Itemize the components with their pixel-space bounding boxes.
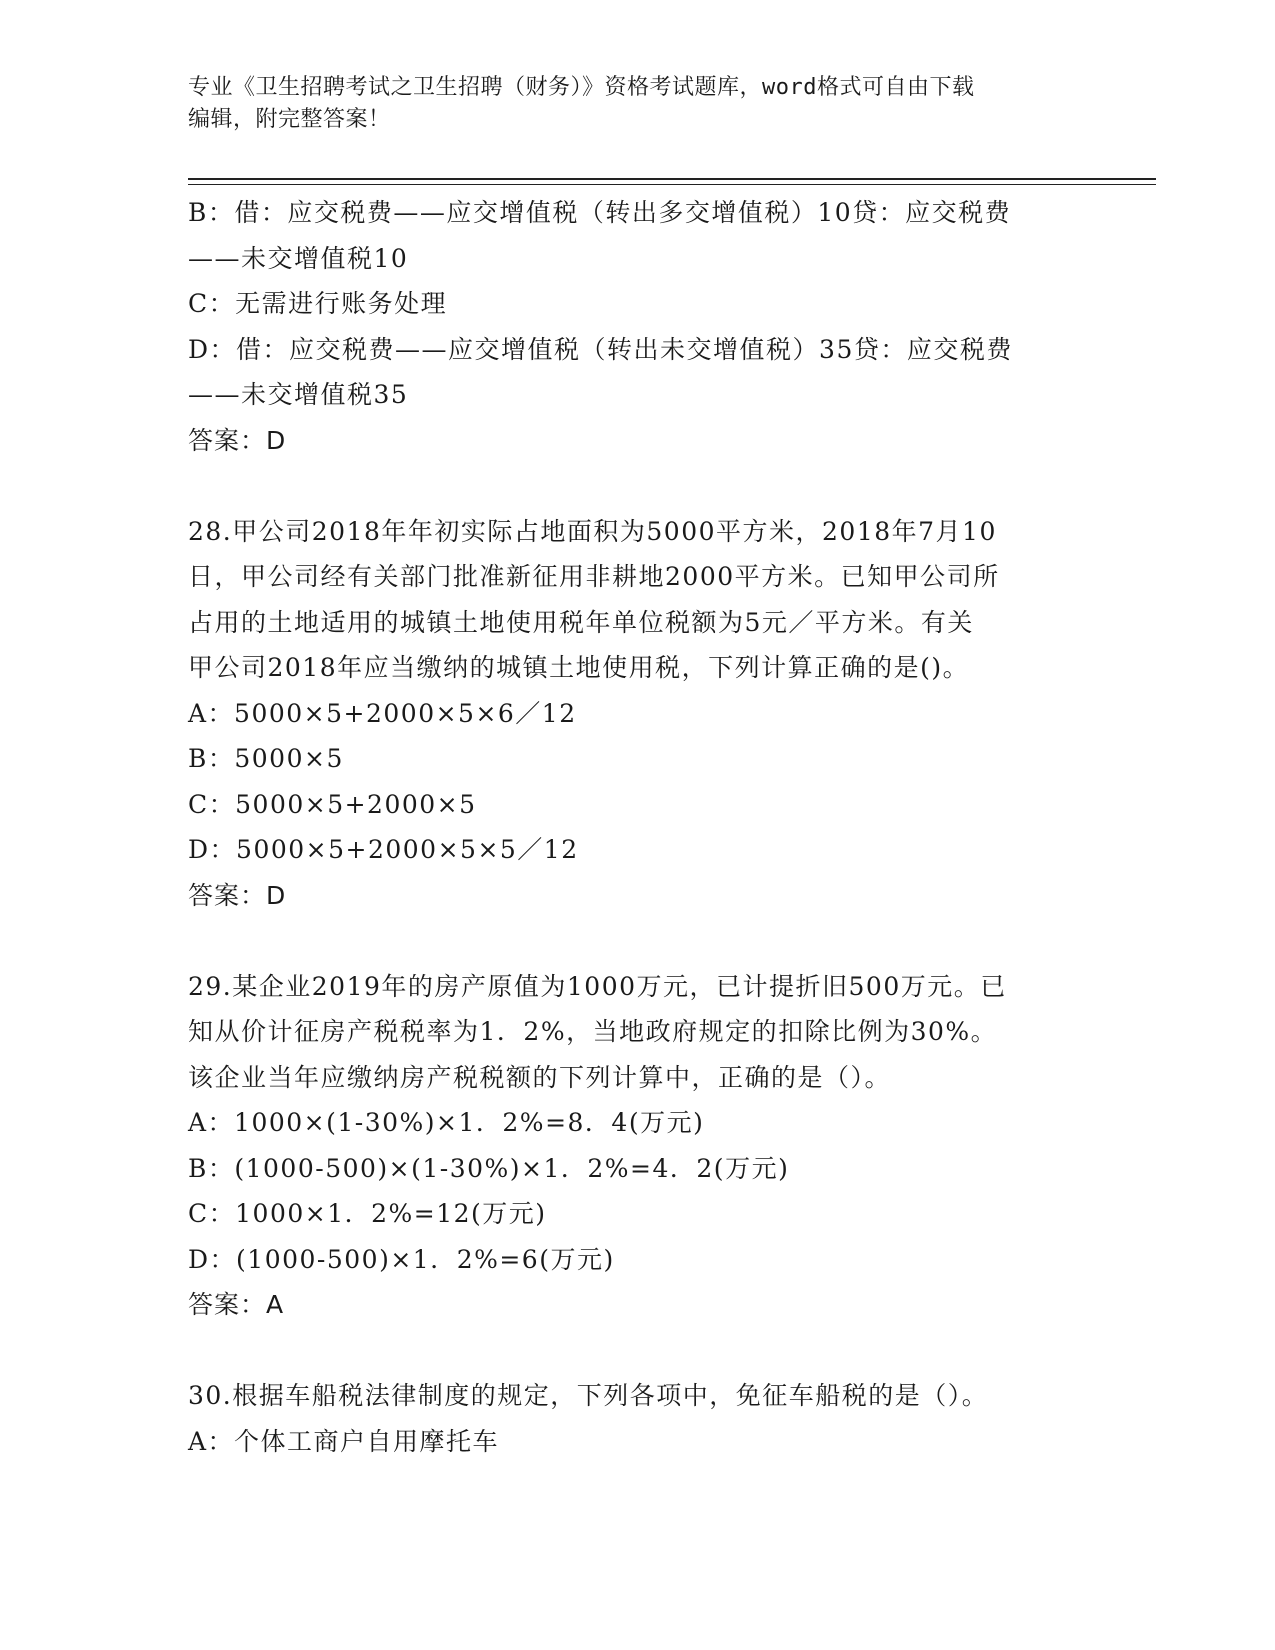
option-c: C：5000×5+2000×5 [188, 789, 477, 819]
question-30 [188, 1373, 1088, 1464]
option-a: A：5000×5+2000×5×6／12 [188, 698, 577, 728]
question-29 [188, 964, 1088, 1328]
spacer [188, 918, 1088, 964]
question-stem-line-2: 知从价计征房产税税率为1．2%，当地政府规定的扣除比例为30%。 [188, 1017, 998, 1046]
option-c: C：无需进行账务处理 [188, 289, 448, 318]
header-line-1: 专业《卫生招聘考试之卫生招聘（财务）》资格考试题库，word格式可自由下载 [188, 75, 975, 100]
option-b-line-2: ——未交增值税10 [188, 243, 409, 273]
header-divider-thin [188, 184, 1156, 185]
option-b: B：5000×5 [188, 744, 344, 773]
option-d: D：5000×5+2000×5×5／12 [188, 835, 579, 864]
answer: 答案：A [188, 1290, 285, 1319]
option-d-line-2: ——未交增值税35 [188, 380, 409, 409]
header-line-2: 编辑，附完整答案！ [188, 107, 391, 132]
answer: 答案：D [188, 425, 287, 455]
question-stem-line-1: 29.某企业2019年的房产原值为1000万元，已计提折旧500万元。已 [188, 971, 1007, 1001]
question-stem-line-3: 占用的土地适用的城镇土地使用税年单位税额为5元／平方米。有关 [188, 607, 974, 637]
question-stem-line-3: 该企业当年应缴纳房产税税额的下列计算中，正确的是（）。 [188, 1062, 892, 1092]
answer: 答案：D [188, 880, 287, 910]
option-b-line-1: B：借：应交税费——应交增值税（转出多交增值税）10贷：应交税费 [188, 198, 1012, 227]
question-stem-line-1: 30.根据车船税法律制度的规定，下列各项中，免征车船税的是（）。 [188, 1381, 989, 1410]
header-divider-thick [188, 178, 1156, 180]
option-a: A：个体工商户自用摩托车 [188, 1426, 500, 1456]
document-header [188, 72, 1068, 136]
option-b: B：(1000-500)×(1-30%)×1．2%=4．2(万元) [188, 1153, 790, 1183]
option-a: A：1000×(1-30%)×1．2%=8．4(万元) [188, 1108, 705, 1137]
spacer [188, 1328, 1088, 1374]
question-content [188, 190, 1088, 1464]
option-d: D：(1000-500)×1．2%=6(万元) [188, 1244, 615, 1274]
question-28 [188, 509, 1088, 919]
question-stem-line-2: 日，甲公司经有关部门批准新征用非耕地2000平方米。已知甲公司所 [188, 562, 1000, 591]
question-stem-line-4: 甲公司2018年应当缴纳的城镇土地使用税，下列计算正确的是()。 [188, 653, 970, 682]
question-stem-line-1: 28.甲公司2018年年初实际占地面积为5000平方米，2018年7月10 [188, 516, 997, 546]
spacer [188, 463, 1088, 509]
question-27 [188, 190, 1088, 463]
option-d-line-1: D：借：应交税费——应交增值税（转出未交增值税）35贷：应交税费 [188, 334, 1013, 364]
option-c: C：1000×1．2%=12(万元) [188, 1199, 547, 1228]
